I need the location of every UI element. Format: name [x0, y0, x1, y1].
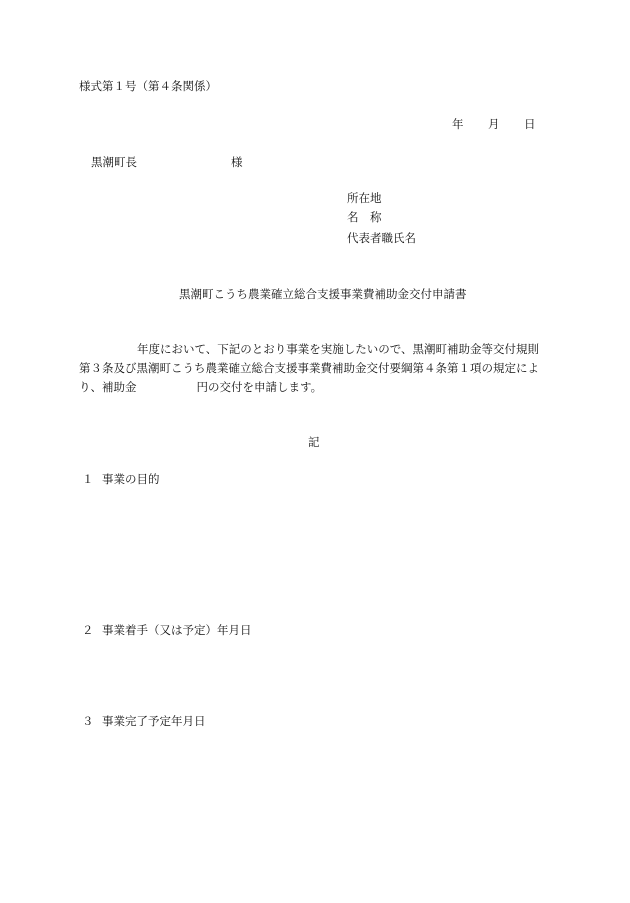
form-number: 様式第１号（第４条関係）	[79, 79, 217, 93]
item-label: 事業着手（又は予定）年月日	[102, 623, 252, 637]
applicant-address-label: 所在地	[347, 191, 382, 205]
list-item	[82, 716, 206, 728]
date-day-label: 日	[524, 117, 536, 131]
item-number: ２	[82, 623, 94, 637]
date-month-label: 月	[488, 117, 500, 131]
body-line-1-text: 年度において、下記のとおり事業を実施したいので、黒潮町補助金等交付規則	[137, 342, 540, 356]
list-item	[82, 625, 252, 637]
item-label: 事業完了予定年月日	[102, 714, 206, 728]
ki-heading: 記	[308, 435, 320, 449]
item-number: １	[82, 472, 94, 486]
applicant-representative-label: 代表者職氏名	[347, 231, 416, 245]
applicant-name-label: 名 称	[347, 210, 382, 224]
addressee	[91, 157, 243, 169]
date-line	[452, 119, 536, 131]
list-item	[82, 474, 160, 486]
body-line-2: 第３条及び黒潮町こうち農業確立総合支援事業費補助金交付要綱第４条第１項の規定によ	[79, 361, 539, 375]
document-title: 黒潮町こうち農業確立総合支援事業費補助金交付申請書	[179, 287, 467, 301]
body-line-3-prefix: り、補助金	[79, 380, 137, 394]
item-label: 事業の目的	[102, 472, 160, 486]
item-number: ３	[82, 714, 94, 728]
body-line-3	[79, 382, 322, 394]
date-year-label: 年	[452, 117, 464, 131]
addressee-name: 黒潮町長	[91, 155, 137, 169]
body-line-1	[79, 344, 539, 356]
body-line-3-suffix: 円の交付を申請します。	[196, 380, 323, 394]
addressee-honorific: 様	[231, 155, 243, 169]
